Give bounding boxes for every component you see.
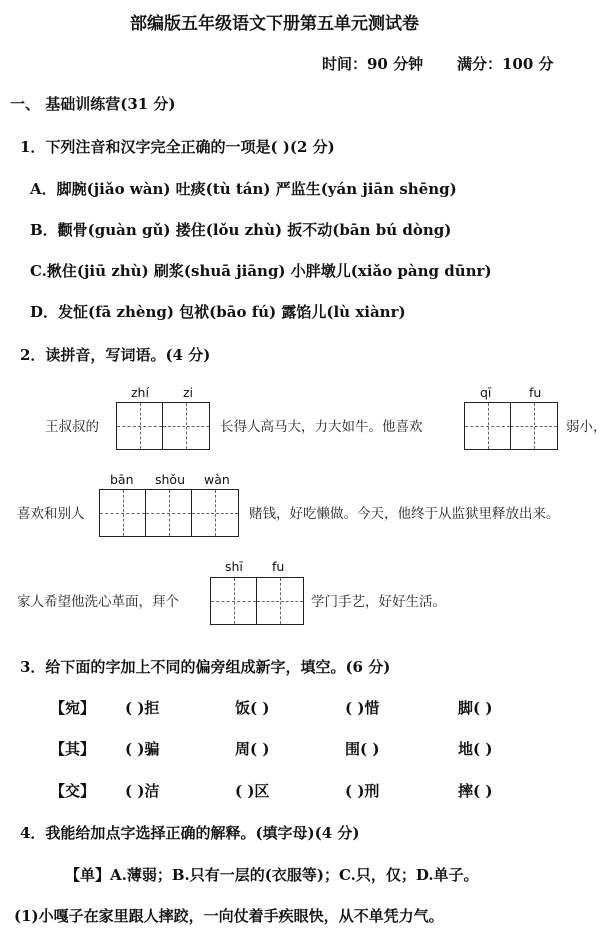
pinyin-shi: shī [225, 559, 243, 574]
question-1-stem: 1．下列注音和汉字完全正确的一项是( )(2 分) [20, 138, 335, 156]
writing-cell[interactable] [465, 403, 511, 449]
pinyin-ban: bān [110, 472, 134, 487]
writing-grid-zhizi[interactable] [116, 402, 210, 450]
sentence-fragment: 王叔叔的 [45, 419, 99, 435]
radical-blank[interactable]: 地( ) [458, 740, 493, 758]
sentence-fragment: 家人希望他洗心革面，拜个 [17, 594, 179, 610]
exam-time: 时间：90 分钟 [322, 55, 424, 73]
radical-blank[interactable]: 围( ) [345, 740, 380, 758]
sentence-fragment: 学门手艺，好好生活。 [311, 594, 446, 610]
radical-row-key: 【交】 [50, 782, 96, 800]
sentence-fragment: 喜欢和别人 [17, 506, 85, 522]
radical-blank[interactable]: ( )刑 [345, 782, 380, 800]
pinyin-fu: fu [529, 385, 542, 400]
writing-cell[interactable] [146, 490, 192, 536]
question-4-stem: 4．我能给加点字选择正确的解释。(填字母)(4 分) [20, 824, 360, 842]
question-3-stem: 3．给下面的字加上不同的偏旁组成新字，填空。(6 分) [20, 658, 391, 676]
radical-blank[interactable]: ( )惜 [345, 699, 380, 717]
exam-full-score: 满分：100 分 [457, 55, 554, 73]
writing-cell[interactable] [100, 490, 146, 536]
definition-options: 【单】A.薄弱；B.只有一层的(衣服等)；C.只，仅；D.单子。 [65, 866, 479, 884]
question-1-option-d: D．发怔(fā zhèng) 包袱(bāo fú) 露馅儿(lù xiànr) [30, 303, 406, 321]
radical-blank[interactable]: ( )骗 [125, 740, 160, 758]
question-2-stem: 2．读拼音，写词语。(4 分) [20, 346, 211, 364]
radical-blank[interactable]: ( )区 [235, 782, 270, 800]
writing-cell[interactable] [117, 403, 163, 449]
writing-grid-shifu[interactable] [210, 577, 304, 625]
writing-cell[interactable] [257, 578, 303, 624]
question-1-option-a: A．脚腕(jiǎo wàn) 吐痰(tù tán) 严监生(yán jiān shēng) [30, 180, 457, 198]
pinyin-zhi: zhí [131, 385, 149, 400]
sentence-fragment: 长得人高马大，力大如牛。他喜欢 [220, 419, 423, 435]
sentence-fragment: 弱小， [566, 419, 607, 435]
pinyin-qi: qī [480, 385, 492, 400]
radical-blank[interactable]: ( )拒 [125, 699, 160, 717]
section-heading: 一、 基础训练营(31 分) [10, 95, 176, 113]
writing-grid-qifu[interactable] [464, 402, 558, 450]
radical-blank[interactable]: 周( ) [235, 740, 270, 758]
question-1-option-b: B．颧骨(guàn gǔ) 搂住(lǒu zhù) 扳不动(bān bú dòng) [30, 221, 452, 239]
writing-grid-banshouwan[interactable] [99, 489, 239, 537]
radical-blank[interactable]: ( )洁 [125, 782, 160, 800]
sentence-1: (1)小嘎子在家里跟人摔跤，一向仗着手疾眼快，从不单凭力气。 [14, 907, 444, 925]
radical-blank[interactable]: 摔( ) [458, 782, 493, 800]
sentence-fragment: 赌钱，好吃懒做。今天，他终于从监狱里释放出来。 [249, 506, 560, 522]
radical-blank[interactable]: 脚( ) [458, 699, 493, 717]
radical-blank[interactable]: 饭( ) [235, 699, 270, 717]
writing-cell[interactable] [511, 403, 557, 449]
writing-cell[interactable] [192, 490, 238, 536]
pinyin-zi: zi [183, 385, 194, 400]
pinyin-shou: shǒu [155, 472, 186, 487]
radical-row-key: 【宛】 [50, 699, 96, 717]
pinyin-wan: wàn [204, 472, 230, 487]
writing-cell[interactable] [211, 578, 257, 624]
radical-row-key: 【其】 [50, 740, 96, 758]
pinyin-fu: fu [272, 559, 285, 574]
question-1-option-c: C.揪住(jiū zhù) 刷浆(shuā jiāng) 小胖墩儿(xiǎo pàng dūnr) [30, 262, 492, 280]
writing-cell[interactable] [163, 403, 209, 449]
page-title: 部编版五年级语文下册第五单元测试卷 [130, 14, 419, 34]
